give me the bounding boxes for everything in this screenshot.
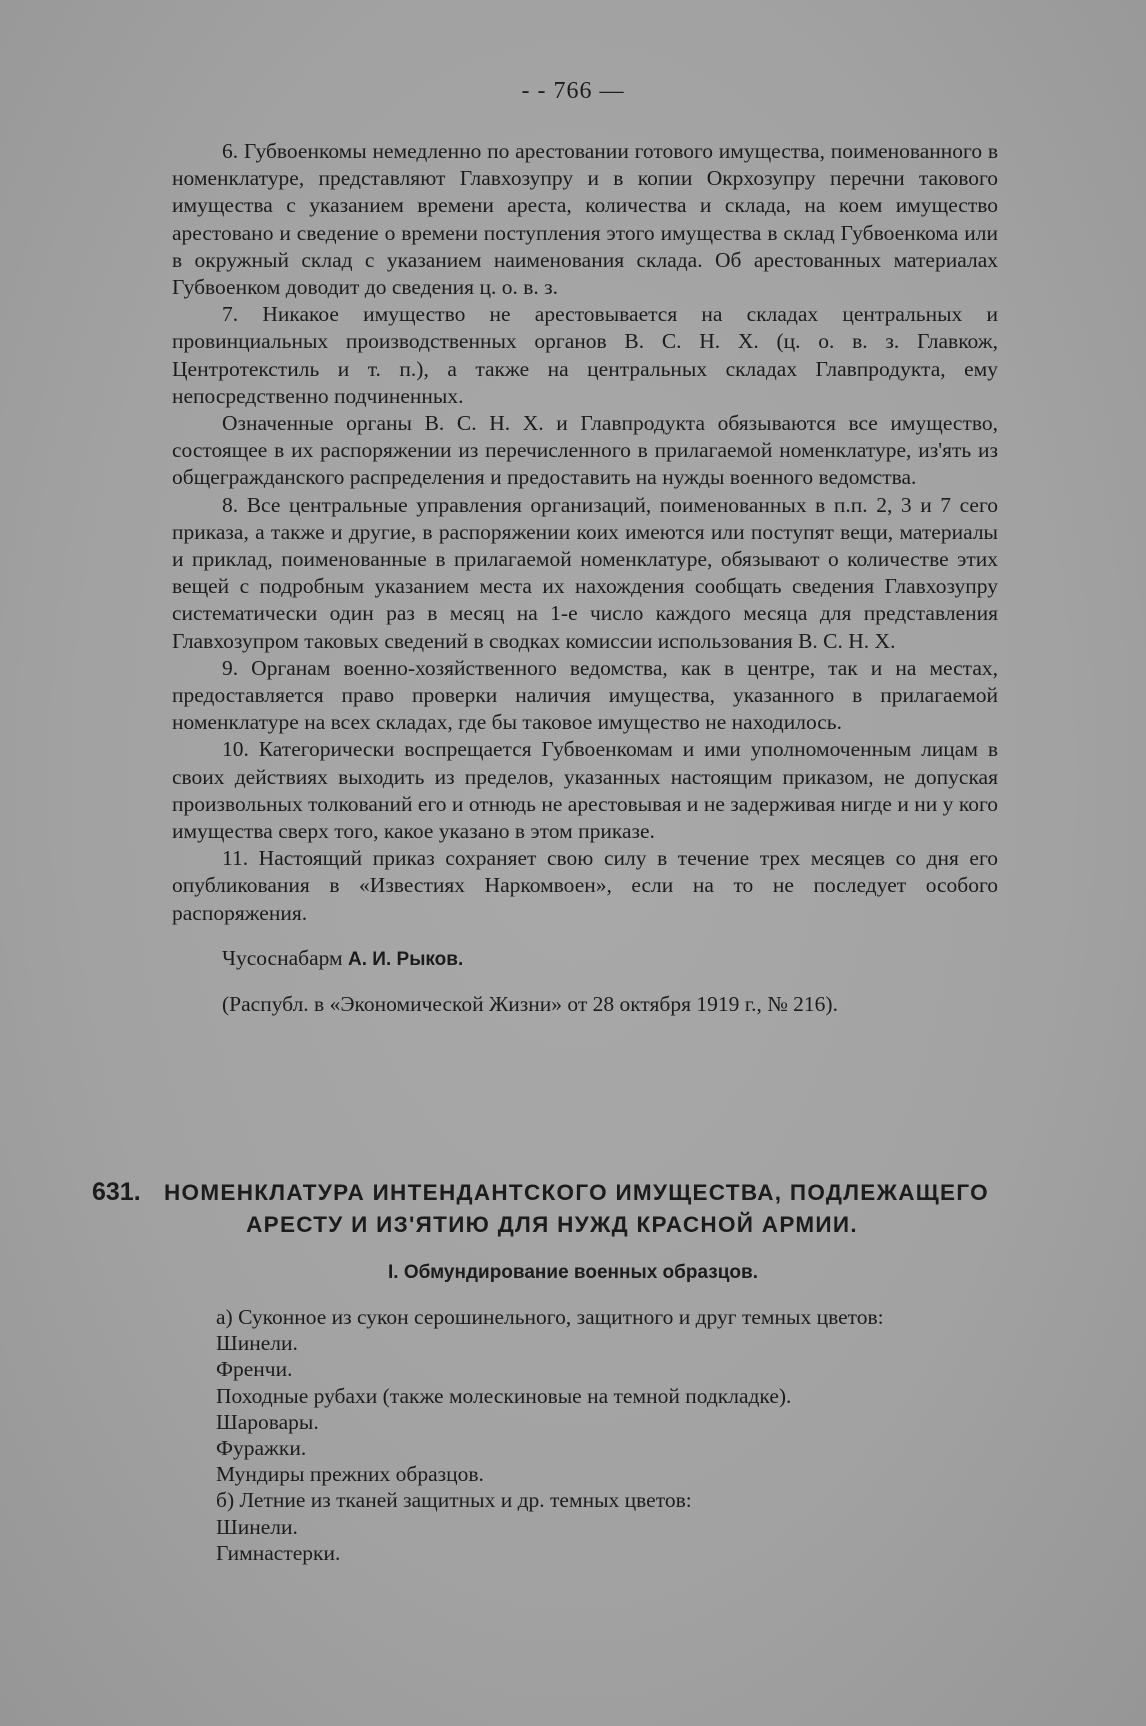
list-intro-b: б) Летние из тканей защитных и др. темных цветов: [216,1488,692,1513]
list-item: Гимнастерки. [216,1540,341,1565]
paragraph-11: 11. Настоящий приказ сохраняет свою силу в течение трех месяцев со дня его опубликования в «Известиях Наркомвоен», если на то не последует особого распоряжения. [172,846,998,925]
signature [172,945,998,973]
nomenclature-list [158,1304,1000,1566]
list-intro-a: а) Суконное из сукон серошинельного, защитного и друг темных цветов: [216,1305,884,1329]
page-number: - - 766 — [521,78,625,104]
section-number: 631. [92,1178,141,1206]
section-title-line-1: НОМЕНКЛАТУРА ИНТЕНДАНТСКОГО ИМУЩЕСТВА, ПОДЛЕЖАЩЕГО [164,1180,989,1205]
paragraph-7: 7. Никакое имущество не арестовывается на складах центральных и провинциальных производственных органов В. С. Н. Х. (ц. о. в. з. Главкож, Центротекстиль и т. п.), а также на центральных складах Главпродукта, ему непосредственно подчиненных. [172,302,998,408]
list-item: Шинели. [216,1514,298,1539]
section-title-line-2: АРЕСТУ И ИЗ'ЯТИЮ ДЛЯ НУЖД КРАСНОЙ АРМИИ. [246,1212,858,1237]
paragraph-10: 10. Категорически воспрещается Губвоенкомам и ими уполномоченным лицам в своих действиях выходить из пределов, указанных настоящим приказом, не допуская произвольных толкований его и отнюдь не арестовывая и не задерживая нигде и ни у кого имущества сверх того, какое указано в этом приказе. [172,737,998,844]
publication-note: (Распубл. в «Экономической Жизни» от 28 октября 1919 г., № 216). [222,992,838,1017]
list-item: Походные рубахи (также молескиновые на темной подкладке). [216,1383,792,1408]
list-item: Шаровары. [216,1409,319,1434]
paragraph-9: 9. Органам военно-хозяйственного ведомства, как в центре, так и на местах, предоставляется право проверки наличия имущества, указанного в прилагаемой номенклатуре на всех складах, где бы таковое имущество не находилось. [172,655,998,735]
list-item: Мундиры прежних образцов. [216,1462,484,1487]
signature-title: Чусоснабарм [222,945,343,970]
list-item: Фуражки. [216,1436,307,1461]
signature-name: А. И. Рыков. [348,948,464,970]
order-text [172,138,998,1018]
list-item: Шинели. [216,1331,298,1356]
list-item: Френчи. [216,1357,293,1382]
paragraph-6: 6. Губвоенкомы немедленно по арестовании готового имущества, поименованного в номенклатуре, представляют Главхозупру и в копии Окрхозупру перечни такового имущества с указанием времени ареста, количества и склада, на коем имущество арестовано и сведение о времени поступления этого имущества в склад Губвоенкома или в окружный склад с указанием наименования склада. Об арестованных материалах Губвоенком доводит до сведения ц. о. в. з. [172,139,998,300]
paragraph-7-continued: Означенные органы В. С. Н. Х. и Главпродукта обязываются все имущество, состоящее в их распоряжении из перечисленного в прилагаемой номенклатуре, из'ять из общегражданского распределения и предоставить на нужды военного ведомства. [172,411,998,490]
paragraph-8: 8. Все центральные управления организаций, поименованных в п.п. 2, 3 и 7 сего приказа, а также и другие, в распоряжении коих имеются или поступят вещи, материалы и приклад, поименованные в прилагаемой номенклатуре, обязывают о количестве этих вещей с подробным указанием места их нахождения сообщать сведения Главхозупру систематически один раз в месяц на 1-е число каждого месяца для представления Главхозупром таковых сведений в сводках комиссии использования В. С. Н. Х. [172,492,998,653]
subsection-heading: I. Обмундирование военных образцов. [388,1262,758,1283]
